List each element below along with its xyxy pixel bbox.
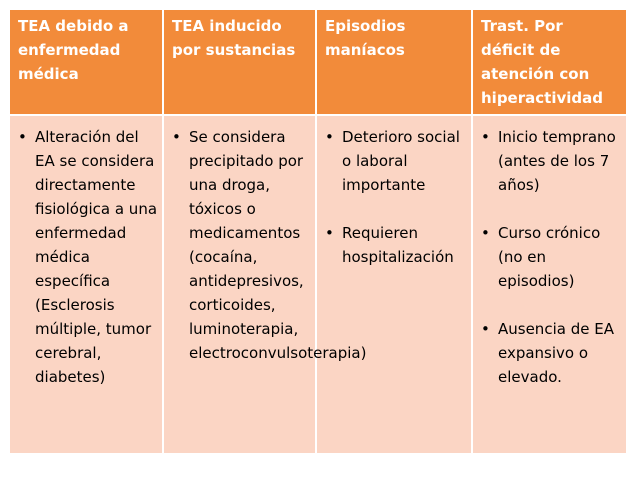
- header-cell-2: TEA inducido por sustancias: [164, 10, 315, 114]
- bullet-list: [18, 125, 158, 389]
- bullet-list: [325, 125, 467, 269]
- list-item: [481, 317, 622, 389]
- list-item-text: Alteración del EA se considera directamente fisiológica a una enfermedad médica específica (Esclerosis múltiple, tumor cerebral, diabetes): [35, 128, 158, 386]
- bullet-list: [172, 125, 367, 365]
- body-cell-3: [317, 116, 471, 453]
- bullet-icon: •: [481, 128, 490, 146]
- header-cell-1: TEA debido a enfermedad médica: [10, 10, 162, 114]
- bullet-icon: •: [325, 224, 334, 242]
- bullet-icon: •: [172, 128, 181, 146]
- list-item: [172, 125, 367, 365]
- list-item-text: Deterioro social o laboral importante: [342, 128, 460, 194]
- list-item-text: Se considera precipitado por una droga, tóxicos o medicamentos (cocaína, antidepresivos, corticoides, luminoterapia, electroconvulsoterapia): [189, 128, 367, 362]
- bullet-icon: •: [18, 128, 27, 146]
- bullet-icon: •: [325, 128, 334, 146]
- body-cell-1: [10, 116, 162, 453]
- list-item: [325, 221, 467, 269]
- comparison-table: [10, 10, 626, 457]
- list-item-text: Ausencia de EA expansivo o elevado.: [498, 320, 614, 386]
- body-cell-4: [473, 116, 626, 453]
- bullet-icon: •: [481, 224, 490, 242]
- header-cell-3: Episodios maníacos: [317, 10, 471, 114]
- body-cell-2: [164, 116, 367, 453]
- bullet-list: [481, 125, 622, 389]
- list-item: [325, 125, 467, 197]
- list-item-text: Requieren hospitalización: [342, 224, 454, 266]
- list-item: [18, 125, 158, 389]
- list-item: [481, 221, 622, 293]
- bullet-icon: •: [481, 320, 490, 338]
- list-item: [481, 125, 622, 197]
- header-cell-4: Trast. Por déficit de atención con hiperactividad: [473, 10, 626, 114]
- list-item-text: Curso crónico (no en episodios): [498, 224, 601, 290]
- list-item-text: Inicio temprano (antes de los 7 años): [498, 128, 616, 194]
